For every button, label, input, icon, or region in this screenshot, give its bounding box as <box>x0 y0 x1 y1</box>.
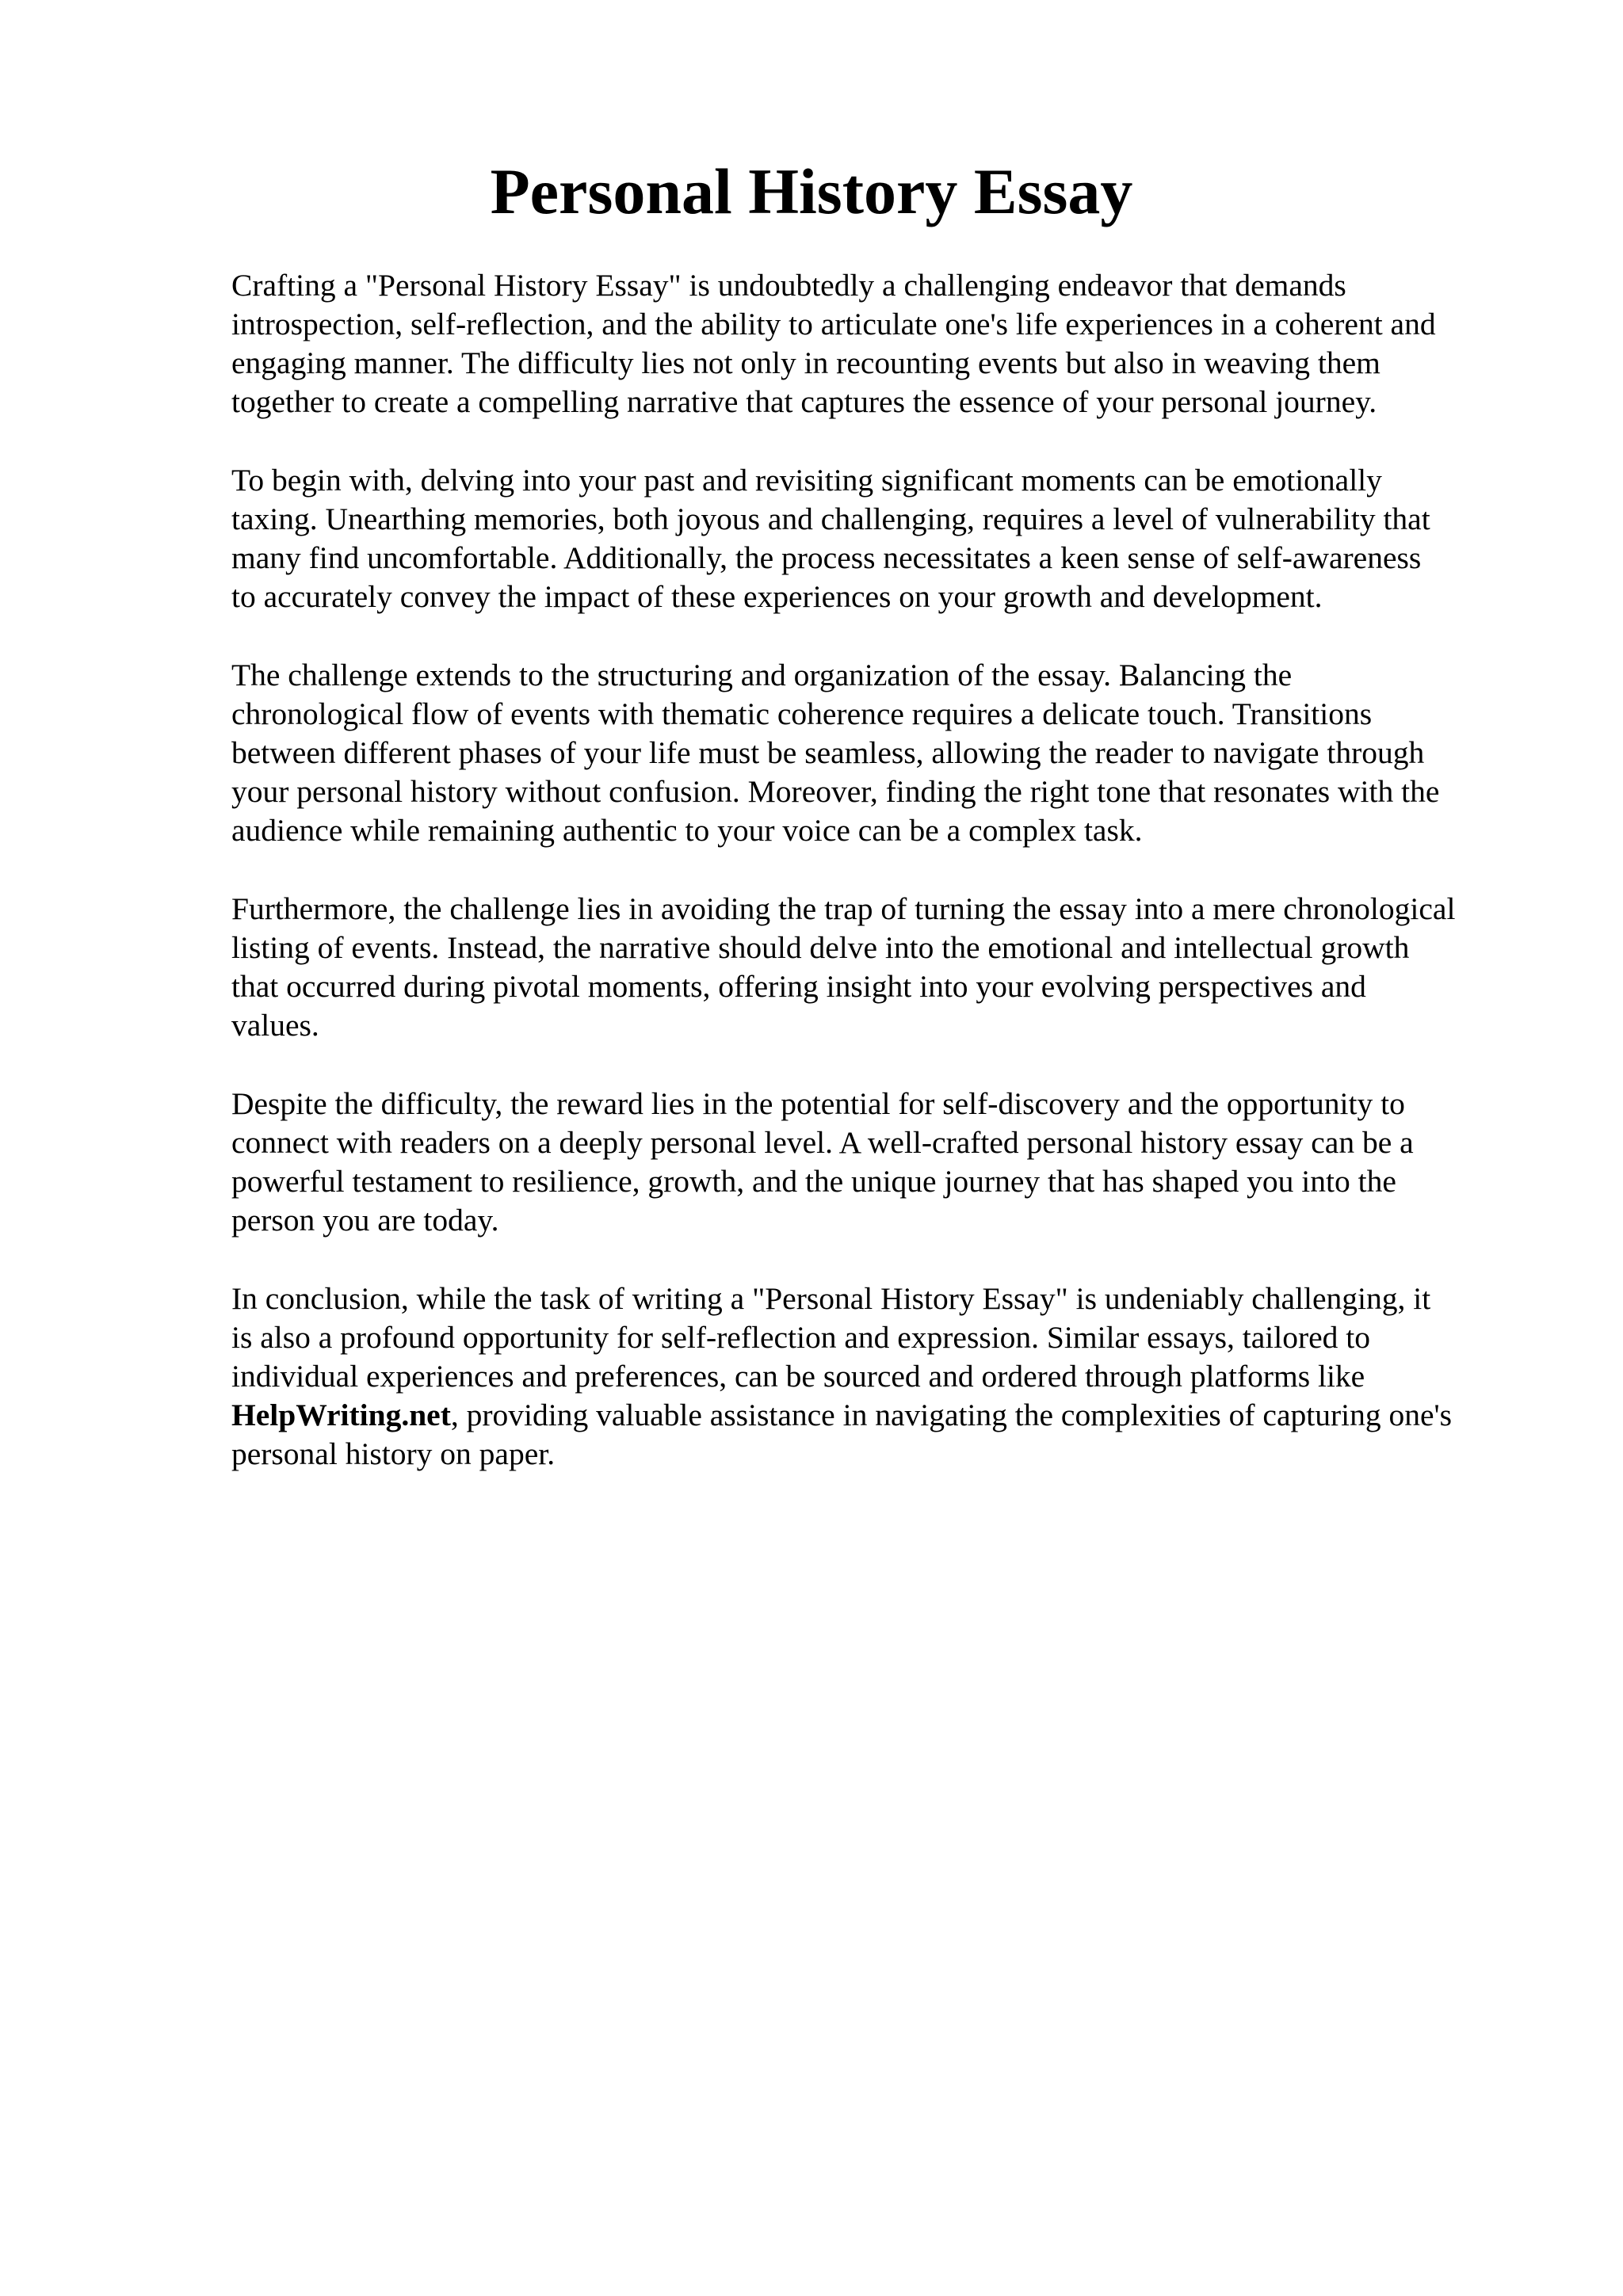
paragraph-avoid-trap <box>231 890 1531 1045</box>
brand-line-continuation: , providing valuable assistance in navigating the complexities of capturing one's <box>450 1398 1452 1432</box>
essay-body <box>231 266 1531 1513</box>
text-line: Despite the difficulty, the reward lies in the potential for self-discovery and the opportunity to <box>231 1086 1405 1121</box>
page-title: Personal History Essay <box>490 155 1133 227</box>
text-line: values. <box>231 1008 319 1043</box>
text-line: introspection, self-reflection, and the ability to articulate one's life experiences in a coherent and <box>231 307 1436 341</box>
text-line: your personal history without confusion. Moreover, finding the right tone that resonates with the <box>231 774 1440 809</box>
text-line: is also a profound opportunity for self-reflection and expression. Similar essays, tailored to <box>231 1320 1371 1355</box>
text-line: The challenge extends to the structuring and organization of the essay. Balancing the <box>231 658 1293 692</box>
text-line: Crafting a "Personal History Essay" is undoubtedly a challenging endeavor that demands <box>231 268 1346 303</box>
text-line: personal history on paper. <box>231 1436 556 1471</box>
paragraph-intro <box>231 266 1531 421</box>
text-line: individual experiences and preferences, can be sourced and ordered through platforms like <box>231 1359 1365 1394</box>
text-line: chronological flow of events with thematic coherence requires a delicate touch. Transitions <box>231 696 1373 731</box>
text-line: many find uncomfortable. Additionally, the process necessitates a keen sense of self-awareness <box>231 540 1422 575</box>
text-line: to accurately convey the impact of these experiences on your growth and development. <box>231 579 1323 614</box>
text-line: To begin with, delving into your past and revisiting significant moments can be emotionally <box>231 463 1382 498</box>
text-line: Furthermore, the challenge lies in avoiding the trap of turning the essay into a mere chronological <box>231 891 1456 926</box>
text-line: taxing. Unearthing memories, both joyous and challenging, requires a level of vulnerability that <box>231 502 1430 536</box>
paragraph-conclusion <box>231 1280 1531 1474</box>
text-line: engaging manner. The difficulty lies not only in recounting events but also in weaving them <box>231 345 1381 380</box>
brand-name: HelpWriting.net <box>231 1398 451 1432</box>
text-line: person you are today. <box>231 1203 499 1238</box>
text-line: powerful testament to resilience, growth, and the unique journey that has shaped you into the <box>231 1164 1396 1199</box>
paragraph-past <box>231 461 1531 616</box>
paragraph-structure <box>231 656 1531 850</box>
text-line: between different phases of your life must be seamless, allowing the reader to navigate through <box>231 735 1425 770</box>
text-line: audience while remaining authentic to your voice can be a complex task. <box>231 813 1143 848</box>
text-line-with-brand <box>231 1396 1531 1435</box>
text-line: together to create a compelling narrative that captures the essence of your personal journey. <box>231 384 1377 419</box>
text-line: that occurred during pivotal moments, offering insight into your evolving perspectives and <box>231 969 1366 1004</box>
text-line: In conclusion, while the task of writing a "Personal History Essay" is undeniably challenging, it <box>231 1281 1431 1316</box>
paragraph-reward <box>231 1085 1531 1240</box>
text-line: connect with readers on a deeply personal level. A well-crafted personal history essay can be a <box>231 1125 1414 1160</box>
text-line: listing of events. Instead, the narrative should delve into the emotional and intellectual growth <box>231 930 1410 965</box>
